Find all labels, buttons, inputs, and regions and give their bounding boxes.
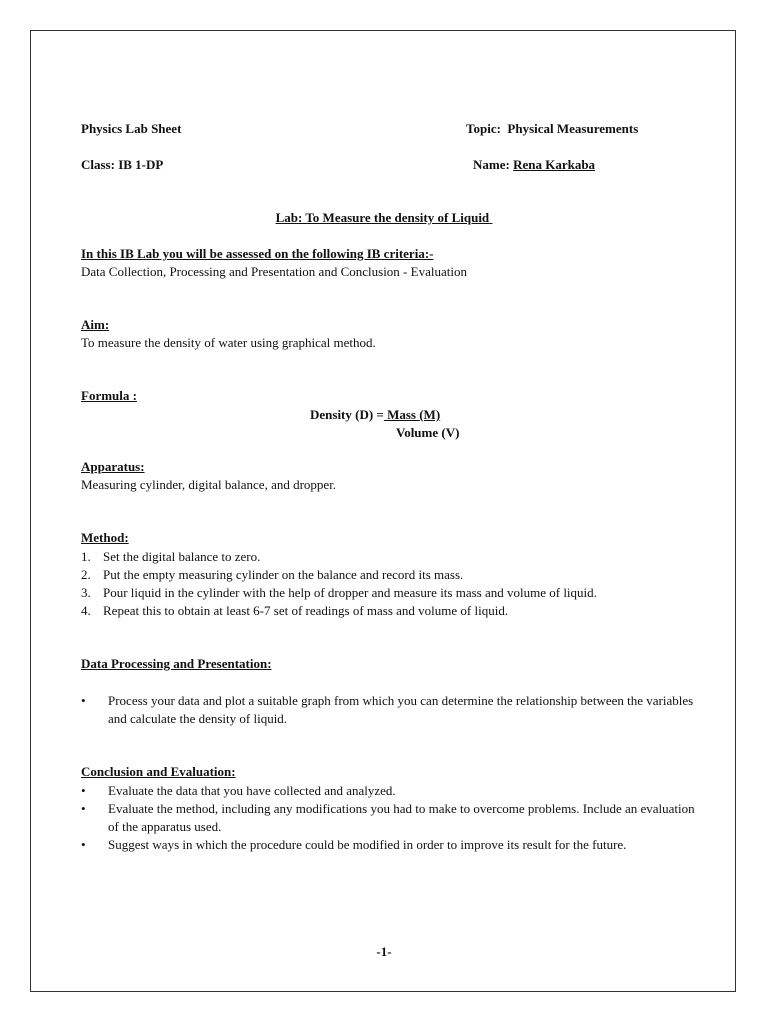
page-number: -1- bbox=[376, 944, 392, 959]
conclusion-list bbox=[81, 782, 701, 854]
bullet-icon: • bbox=[81, 783, 86, 798]
class-value: IB 1-DP bbox=[118, 157, 164, 172]
method-step: 4. Repeat this to obtain at least 6-7 set of readings of mass and volume of liquid. bbox=[81, 603, 509, 618]
list-item: • Suggest ways in which the procedure could be modified in order to improve its result for the future. bbox=[81, 837, 627, 852]
formula-equation bbox=[310, 407, 440, 423]
data-processing-heading: Data Processing and Presentation: bbox=[81, 656, 272, 671]
name-line bbox=[473, 157, 595, 173]
apparatus-text: Measuring cylinder, digital balance, and dropper. bbox=[81, 477, 337, 492]
criteria-text: Data Collection, Processing and Presentation and Conclusion - Evaluation bbox=[81, 264, 467, 279]
formula-denominator: Volume (V) bbox=[396, 425, 460, 440]
topic-label: Topic: bbox=[466, 121, 501, 136]
method-step: 2. Put the empty measuring cylinder on the balance and record its mass. bbox=[81, 567, 464, 582]
name-value: Rena Karkaba bbox=[513, 157, 596, 172]
list-item: • Evaluate the method, including any modifications you had to make to overcome problems. Include an evaluation of the apparatus used. bbox=[81, 801, 695, 834]
data-processing-list bbox=[81, 692, 701, 728]
conclusion-heading: Conclusion and Evaluation: bbox=[81, 764, 236, 779]
formula-heading: Formula : bbox=[81, 388, 137, 403]
method-step: 3. Pour liquid in the cylinder with the help of dropper and measure its mass and volume of liquid. bbox=[81, 585, 597, 600]
aim-heading: Aim: bbox=[81, 317, 110, 332]
lab-title bbox=[0, 210, 768, 226]
aim-text: To measure the density of water using graphical method. bbox=[81, 335, 376, 350]
class-line bbox=[81, 157, 163, 173]
method-step: 1. Set the digital balance to zero. bbox=[81, 549, 261, 564]
method-list bbox=[81, 548, 597, 620]
bullet-icon: • bbox=[81, 837, 86, 852]
apparatus-heading: Apparatus: bbox=[81, 459, 145, 474]
lab-title-text: Lab: To Measure the density of Liquid bbox=[275, 210, 490, 225]
criteria-heading: In this IB Lab you will be assessed on the following IB criteria:- bbox=[81, 246, 434, 261]
method-heading: Method: bbox=[81, 530, 129, 545]
name-label: Name: bbox=[473, 157, 510, 172]
formula-numerator: Mass (M) bbox=[383, 407, 441, 422]
list-item: • Evaluate the data that you have collected and analyzed. bbox=[81, 783, 396, 798]
list-item: • Process your data and plot a suitable graph from which you can determine the relationship between the variables and calculate the density of liquid. bbox=[81, 693, 694, 726]
class-label: Class: bbox=[81, 157, 115, 172]
topic-value: Physical Measurements bbox=[507, 121, 639, 136]
topic-line bbox=[466, 121, 638, 137]
sheet-title: Physics Lab Sheet bbox=[81, 121, 182, 136]
formula-lhs: Density (D) = bbox=[310, 407, 384, 422]
bullet-icon: • bbox=[81, 801, 86, 816]
bullet-icon: • bbox=[81, 693, 86, 708]
